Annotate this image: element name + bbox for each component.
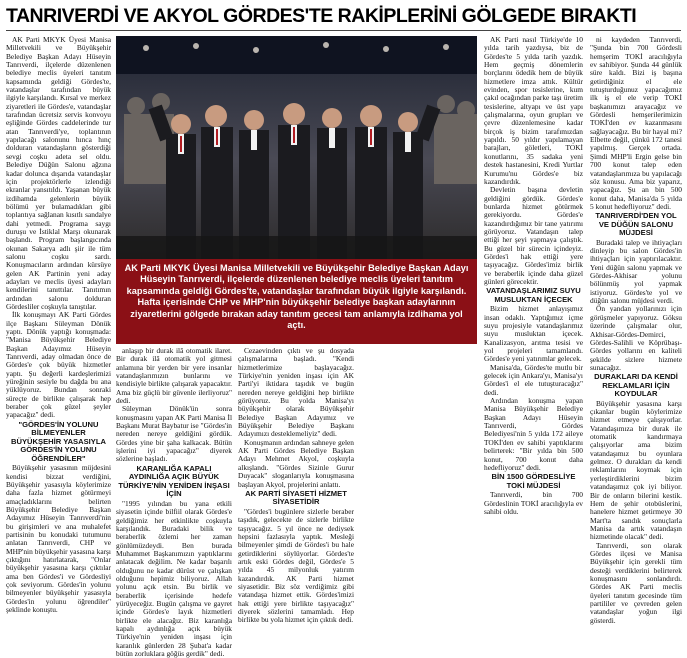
paragraph: İlk konuşmayı AK Parti Gördes ilçe Başkanı Süleyman Dönük yaptı. Dönük yaptığı konuşmada: "Manisa Büyükşehir Belediye Başkan Adayımız Hüseyin Tanrıverdi, aday olmadan önce de Gördes'e çok büyük hizmetler yaptı. Şu değerli kardeşlerimizi yüreğinin sesiyle bu dağda bu ana yüklüyoruz. Bundan sonraki süreçte de birlikte çalışarak hep beraber çok güzel şeyler yapacağız" dedi. — [6, 310, 111, 420]
paragraph: Buradaki talep ve ihtiyaçları dinleyip bu salon Gördes'in ihtiyaçları için yaptırılacaktır. Yeni düğün salonu yapmak ve Gördes-Akhisar yolunu bölünmüş yol yapmak istiyoruz. Gördes'te yol ve düğün salonu müjdesi verdi. — [590, 237, 682, 306]
paragraph: Manisa'da, Gördes'te mutlu bir gelecek için Ankara'yı, Manisa'yı Gördes'i el ele tutuşturacağız" dedi. — [484, 362, 583, 397]
article-column-4 — [484, 36, 583, 546]
paragraph: anlaşıp bir durak ilâ otomatik ilaret. Bir durak ilâ otomatik yol gitmesi anlamına bir yerden bir yere insanlar vatandaşlarımızın bunlarını ve kendisiyle birlikte çalışarak yapacaktır. Ama biz güçlü bir güvenle ilerliyoruz" dedi. — [116, 346, 232, 406]
paragraph: Süleyman Dönük'ün sonra konuşmasını yapan AK Parti Manisa İl Başkanı Murat Baybatur ise "Gördes'in nereden nereye geldiğini gördük. Gördes yine bir şaha kalkacak. Bütün işlerini iyi yapacağız" diyerek sözlerine başladı. — [116, 404, 233, 464]
headline-rule — [6, 30, 681, 31]
paragraph: Konuşmanın ardından sahneye gelen AK Parti Gördes Belediye Başkan Adayı Mehmet Akyol, coşkuyla alkışlandı. "Gördes Sizinle Gurur Duyacak" sloganlarıyla konuşmasına başlayan Akyol, projelerini anlattı. — [238, 437, 354, 489]
paragraph: "Gördes'i bugünlere sizlerle beraber taşıdık, gelecekte de sizlerle birlikte taşıyacağız. 5 yıl önce ne dediysek hepsini fazlasıyla yaptık. Mesleği bilmeyenler şimdi de Gördes'i bu hale getirdiklerini söylüyorlar. Gördes'te artık eski Gördes değil, Gördes'e 5 yılda 45 milyonluk yatırım kazandırdık. AK Parti hizmet siyasetidir. Biz söz verdiğimiz gibi vatandaşa hizmet ettik. Gördes'imizi hak ettiği yere birlikte taşıyacağız" diyerek sözlerini tamamladı. Hep birlikte bu yola hizmet için çıktık dedi. — [238, 506, 354, 625]
subheading: VATANDAŞLARIMIZ SUYU MUSLUKTAN İÇECEK — [486, 286, 581, 304]
subheading: KARANLIĞA KAPALI AYDINLIĞA AÇIK BÜYÜK TÜRKİYE'NİN YENİDEN İNŞASI İÇİN — [118, 463, 230, 499]
article-column-5 — [590, 35, 682, 625]
paragraph: Bizim hizmet anlayışımız insan odaklı. Yaptığımız içme suyu projesiyle vatandaşlarımız suyu musluktan içecek. Kanalizasyon, arıtma tesisi ve yol projeleri tamamlandı. Gördes'e yeni yatırımlar gelecek. — [484, 304, 583, 364]
article-column-2 — [116, 346, 233, 658]
article-column-3 — [238, 346, 354, 625]
subheading: TANRIVERDİ'DEN YOL VE DÜĞÜN SALONU MÜJDESİ — [595, 211, 677, 238]
paragraph: Büyükşehir yasasının müjdesini kendisi bizzat verdiğini, Büyükşehir yasasıyla köylerimize daha fazla hizmet götürmeyi amaçladıklarını belirten Büyükşehir Belediye Başkan Adayımız Hüseyin Tanrıverdi'nin bu girişimleri ve ana muhalefet partisinin bu konudaki tutumunu anlatan Tanrıverdi, CHP ve MHP'nin büyükşehir yasasına karşı çıktığını hatırlatarak, "Onlar büyükşehir yasasına karşı çıktılar ama ben Gördes'i ve Gördesliyi çok seviyorum. Gördes'in yolunu bilmeyenler büyükşehir yasasıyla Gördes'in yolunu öğrendiler" şeklinde konuştu. — [6, 463, 111, 615]
paragraph: Büyükşehir yasasına karşı çıkanlar bugün köylerimize hizmet etmeye çalışıyorlar. Vatandaşımıza bir durak ile otomatik kandırmaya çalışıyorlar ama bizim vatandaşımız bu oyunlara gelmez. O durakları da kendi reklamlarını koymak için yerleştirdiklerini bizim vatandaşımız çok iyi biliyor. Bir de onların bilerini kestik. Hem de şehir otobüslerini, hanelere hizmet getirmeye 30 Mart'ta sandık sonuçlarla Manisa da artık vatandaşın hizmetinde olacak" dedi. — [590, 398, 682, 542]
paragraph: Cezaevinden çıktı ve şu dosyada çalışmalarına başladı. "Kendi hizmetlerimize başlayacağız. Türkiye'nin yeniden inşası için AK Parti'yi iktidara taşıdık ve bugün nereden nereye geldiğini hep birlikte görüyoruz. Bu yolda Manisa'yı büyükşehir olarak Büyükşehir Belediye Başkan Adayımız ve Büyükşehir Belediye Başkanı Adayımızı desteklemeliyiz" dedi. — [238, 346, 354, 439]
photo-caption: AK Parti MKYK Üyesi Manisa Milletvekili ve Büyükşehir Belediye Başkan Adayı Hüseyin Tanrıverdi, ilçelerde düzenlenen belediye meclis üyeleri tanıtım kapsamında geldiği Gördes'te, vatandaşlar tarafından büyük ilgiyle karşılandı. Hafta içerisinde CHP ve MHP'nin büyükşehir belediye başkan adaylarının ziyaretlerini gölgede bırakan aday tanıtım gecesi tam anlamıyla izdihama yol açtı. — [116, 259, 477, 344]
subheading: "GÖRDES'İN YOLUNU BİLMEYENLER BÜYÜKŞEHİR YASASIYLA GÖRDES'İN YOLUNU ÖĞRENDİLER" — [11, 419, 106, 463]
article-column-1 — [6, 35, 111, 615]
paragraph: AK Parti MKYK Üyesi Manisa Milletvekili ve Büyükşehir Belediye Başkan Adayı Hüseyin Tanrıverdi, ilçelerde düzenlenen belediye meclis üyeleri tanıtım kapsamında geldiği Gördes'te, vatandaşlar tarafından büyük ilgiyle karşılandı. Kırsal ve merkez ziyaretleri ile Gördes'e, vatandaşlar tarafından ücretsiz servis konvoyu eşliğinde Gördes caddelerinde tur atan Tanrıverdi'ye, toplantının yapılacağı salonunu hınca hınç dolduran vatandaşların gösterdiği sevgi coşku adeta sel oldu. Belediye Düğün Salonu ağzına kadar dolunca dışarıda vatandaşlar için projektörlerle izlendiği ekranlar yansıtıldı. Yaşanan büyük izdihamda gelenlerin büyük bölümü yer bulamadıkları gibi toplantıya sağlanan kısıtlı sandalye dahi yetmedi. Programa saygı duruşu ve İstiklal Marşı okunarak başlandı. Program başlangıcında okunan Sakarya adlı şiir ile tüm salonu coşku sardı. Konuşmacıların ardından kürsüye gelen AK Partinin yeni aday adayları ve meclis üyesi adayları kendilerini tanıttılar. Tanıtımın ardından salonu dolduran Gördesliler coşkuyla tanıştılar. — [6, 35, 111, 311]
paragraph: ni kaydeden Tanrıverdi, "Şunda bin 700 Gördesli hemşerim TOKİ aracılığıyla ev sahibiyor. Şunda 44 günlük süre kaldı. Bizi iş başına getirdiğiniz el ele tutuşturduğunuz yapacağımız ilk iş el ele verip TOKİ başkanımızı arayacağız ve Gördesli hemşerilerimizin TOKİ'den ev kazanmasını sağlayacağız. Bu bir hayal mi? Elbette değil, çünkü 172 tanesi yapılmış. Gerçek ortada. Şimdi MHP'li Ergin gelse bin 700 konut talep eden vatandaşlarımıza bu yapılacağı söz konusu. Ama biz yaparız, yapacağız. Şu an bin 500 konut daha, Manisa'da 5 yılda 5 konut hedefliyoruz" dedi. — [590, 35, 682, 211]
subheading: AK PARTİ SİYASETİ HİZMET SİYASETİDİR — [245, 488, 347, 507]
news-photo — [116, 36, 477, 259]
paragraph: Ardından konuşma yapan Manisa Büyükşehir Belediye Başkan Adayı Hüseyin Tanrıverdi, Gördes Belediyesi'nin 5 yılda 172 aileye TOKİ'den ev sahibi yaptıklarını belirterek: "Bir yılda bin 500 konut, 700 konut daha hedefliyoruz" dedi. — [484, 396, 583, 472]
paragraph: AK Parti nasıl Türkiye'de 10 yılda tarih yazdıysa, biz de Gördes'te 5 yılda tarih yazdık. Hem geçmiş dönemlerin borçlarını ödedik hem de büyük hizmetlere imza attık. Kültür evinden, spor tesislerine, kum çakıl ocağından parke taşı üretim tesislerine, altyapı ve üst yapı çalışmalarına, oyun grupları ve çevre düzenlemesine kadar birçok iş bizim tarafımızdan yapıldı. 50 yıldır yapılamayan barajları, göletleri, TOKİ konutlarını, 35 sadaka yeni destek hastanesini, Kredi Yurtlar Kurumu'nu Gördes'e biz kazandırdık. — [484, 35, 583, 186]
paragraph: "1995 yılından bu yana etkili siyasetin içinde bilfiil olarak Gördes'e geldiğimiz her etkinlikte coşkuyla karşılandık. Buradaki bilik ve beraberlik özlemi her zaman gönlümüzdeydi. Ben burada Muhammet Başkanımızın yaptıklarını anlatacak değilim. Ne kadar başarılı olduğunu ne kadar dürüst ve çalışkan olduğunu hepimiz biliyoruz. Allah yolunu açık etsin. Bu birlik ve beraberlik içerisinde hedefe yürüyeceğiz. Bugün çalışma ve gayret içinde Gördes'e layık hizmetleri birlikte ele alacağız. Biz karanlığa kapalı aydınlığa açık büyük Türkiye'nin yeniden inşası için karanlık günlerden 28 Şubat'a kadar bütün zorluklara göğüs gerdik" dedi. — [116, 498, 232, 658]
paragraph: Devletin başına devletin geldiğini gördük. Gördes'e bunlarda hizmet götürmek gerekiyordu. Gördes'e kazandırdığımız bir tane yatırımı görüyoruz. Vatandaşın talep ettiği her şeyi yapmaya çalıştık. Bu güzel bir sürecin içindeyiz. Gördes'i hak ettiği yere taşıyacağız. Gördes'imiz birlik ve beraberlik içinde daha güzel günleri görecektir. — [484, 185, 583, 286]
paragraph: Ön yandan yollarınızı için görüşmeler yapıyoruz. Göksu üzerinde çalışmalar olur, Akhisar-Gördes-Demirci, Gördes-Salihli ve Köprübaşı-Gördes yollarını en kaliteli şekilde sizlere hizmete sunacağız. — [590, 304, 682, 372]
headline: TANRIVERDİ VE AKYOL GÖRDES'TE RAKİPLERİNİ GÖLGEDE BIRAKTI — [6, 5, 637, 27]
subheading: DURAKLARI DA KENDİ REKLAMLARI İÇİN KOYDULAR — [594, 372, 678, 399]
paragraph: Tanrıverdi, son olarak Gördes ilçesi ve Manisa Büyükşehir için gerekli tüm desteği verdiklerini belirterek konuşmasını sonlandırdı. Gördes AK Parti meclis üyeleri tanıtım gecesinde tüm partililer ve çevreden gelen vatandaşlar yoğun ilgi gösterdi. — [590, 540, 682, 625]
paragraph: Tanrıverdi, bin 700 Gördeslinin TOKİ aracılığıyla ev sahibi oldu. — [484, 490, 583, 516]
subheading: BİN 1500 GÖRDESLİYE TOKİ MÜJDESİ — [491, 472, 576, 490]
